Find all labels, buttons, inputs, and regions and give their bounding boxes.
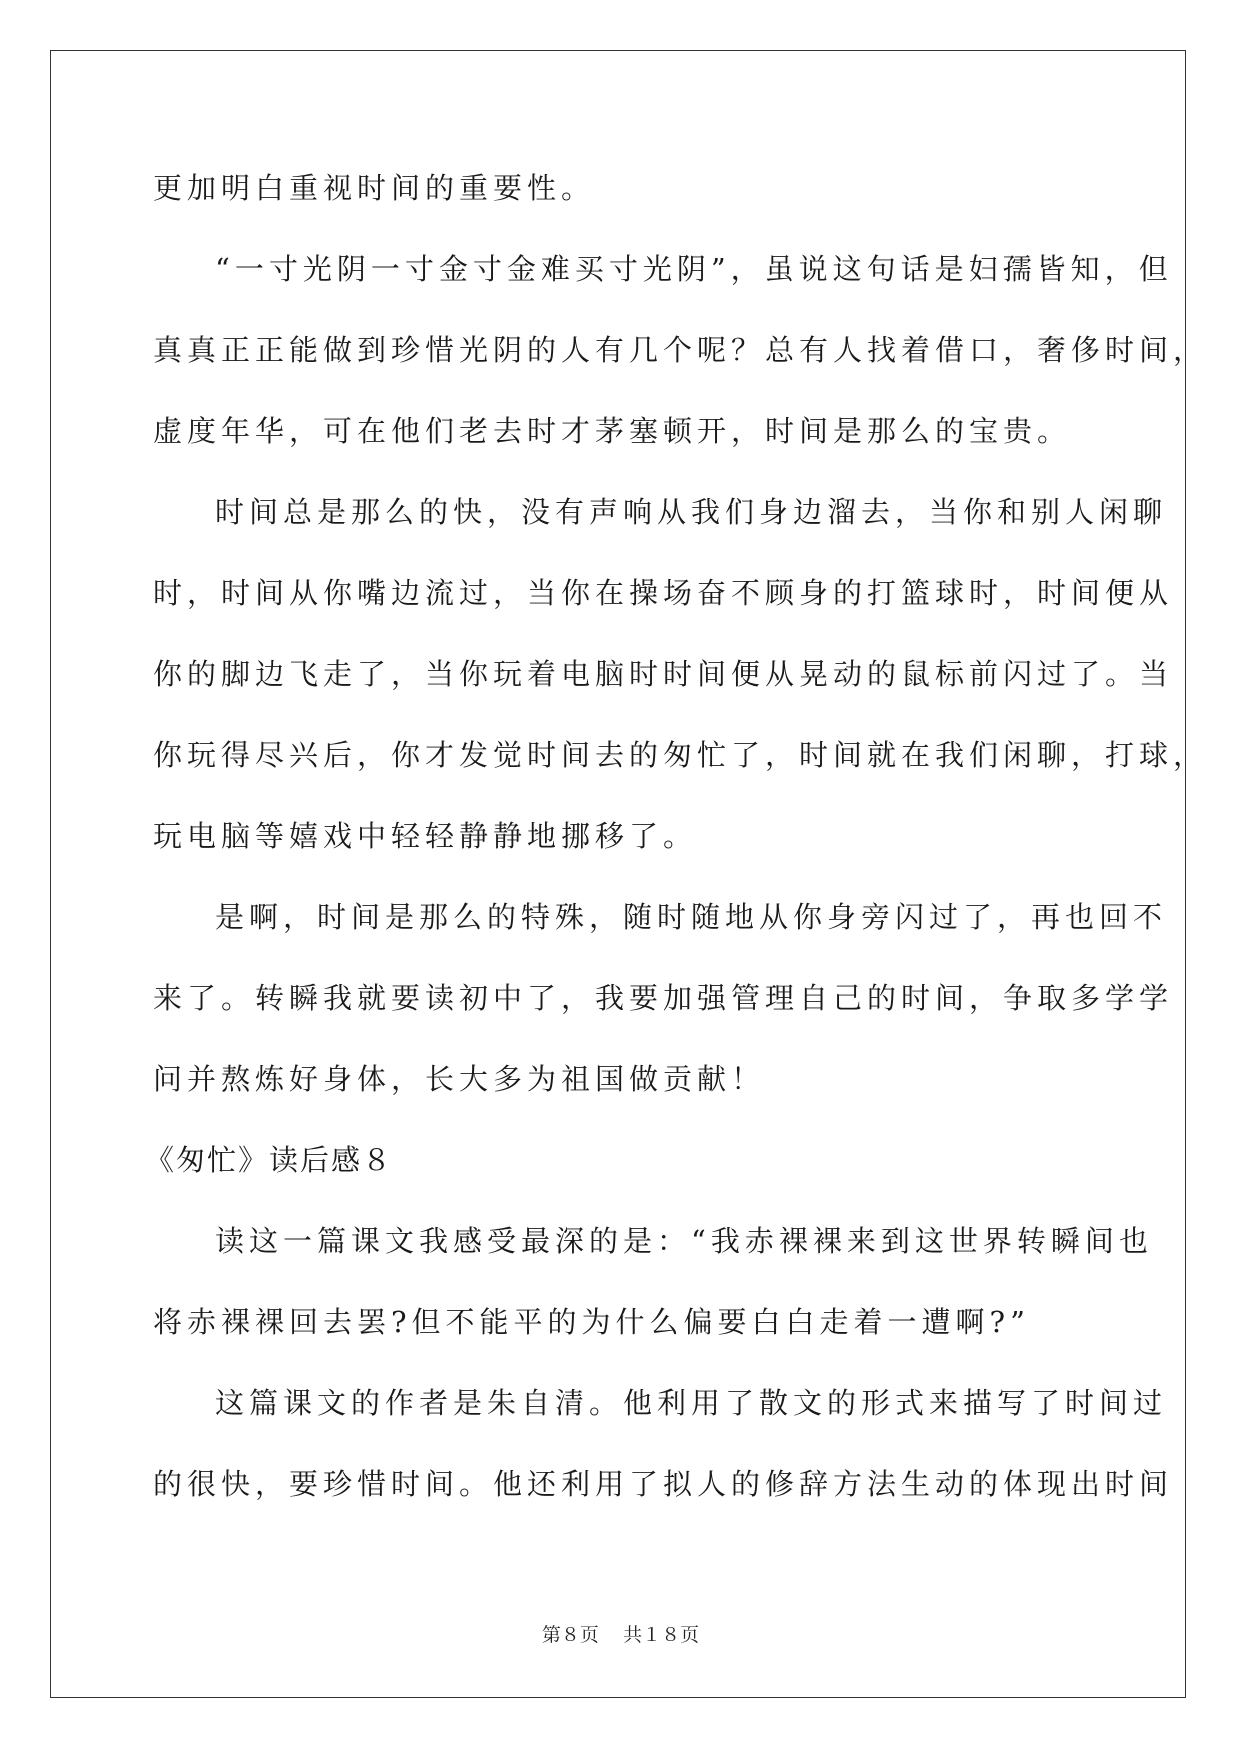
text-line: 的很快，要珍惜时间。他还利用了拟人的修辞方法生动的体现出时间 [153,1467,1174,1501]
paragraph-start-line: 读这一篇课文我感受最深的是：“我赤裸裸来到这世界转瞬间也 [215,1224,1153,1258]
total-pages: 共１８页 [623,1624,700,1646]
paragraph-start-line: 时间总是那么的快，没有声响从我们身边溜去，当你和别人闲聊 [215,495,1168,529]
section-heading: 《匆忙》读后感８ [145,1143,394,1177]
text-line: 你玩得尽兴后，你才发觉时间去的匆忙了，时间就在我们闲聊，打球， [153,738,1208,772]
text-line: 玩电脑等嬉戏中轻轻静静地挪移了。 [153,819,698,853]
paragraph-start-line: “一寸光阴一寸金寸金难买寸光阴”，虽说这句话是妇孺皆知，但 [215,252,1173,286]
paragraph-start-line: 这篇课文的作者是朱自清。他利用了散文的形式来描写了时间过 [215,1386,1168,1420]
page-number: 第８页 [541,1624,599,1646]
page-footer [0,1620,1241,1647]
text-line: 问并熬炼好身体，长大多为祖国做贡献！ [153,1062,766,1096]
text-line: 时，时间从你嘴边流过，当你在操场奋不顾身的打篮球时，时间便从 [153,576,1174,610]
text-line: 将赤裸裸回去罢?但不能平的为什么偏要白白走着一遭啊?” [153,1305,1030,1339]
text-line: 来了。转瞬我就要读初中了，我要加强管理自己的时间，争取多学学 [153,981,1174,1015]
document-body [145,148,1208,1525]
text-line: 你的脚边飞走了，当你玩着电脑时时间便从晃动的鼠标前闪过了。当 [153,657,1174,691]
text-line: 真真正正能做到珍惜光阴的人有几个呢？总有人找着借口，奢侈时间， [153,333,1208,367]
text-line: 虚度年华，可在他们老去时才茅塞顿开，时间是那么的宝贵。 [153,414,1072,448]
paragraph-start-line: 是啊，时间是那么的特殊，随时随地从你身旁闪过了，再也回不 [215,900,1168,934]
text-line: 更加明白重视时间的重要性。 [153,171,596,205]
